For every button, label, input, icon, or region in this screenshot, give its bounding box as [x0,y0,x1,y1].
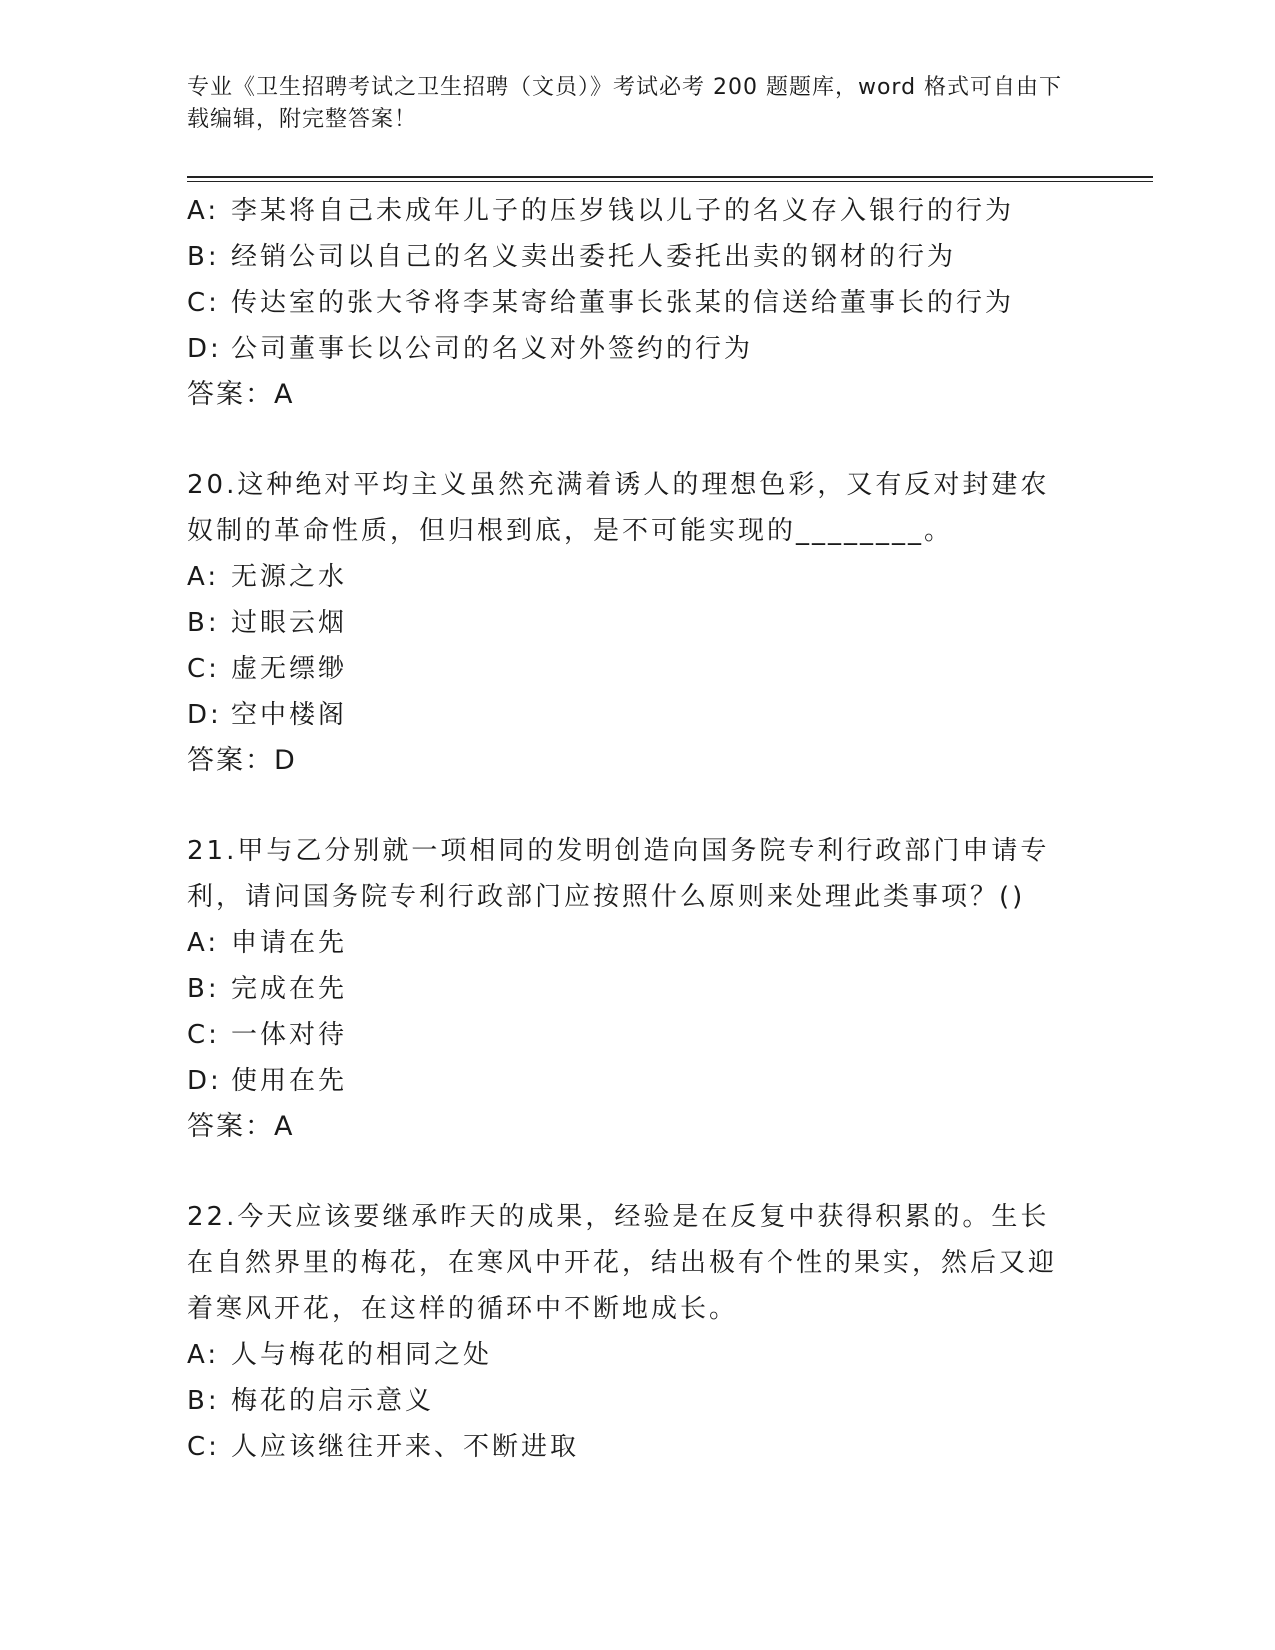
option-b [187,600,1087,646]
option-c [187,1012,1087,1058]
option-key: B: [187,242,220,272]
option-a [187,1332,1087,1378]
option-key: D: [187,1066,222,1096]
option-text: 一体对待 [231,1020,348,1050]
document-header: 专业《卫生招聘考试之卫生招聘（文员）》考试必考 200 题题库，word 格式可自由下载编辑，附完整答案！ [187,75,1063,132]
header-rule-thick [187,176,1153,178]
option-text: 人应该继往开来、不断进取 [231,1432,580,1462]
option-key: B: [187,1386,220,1416]
option-key: A: [187,1340,220,1370]
option-b [187,966,1087,1012]
option-key: B: [187,608,220,638]
option-text: 使用在先 [231,1066,348,1096]
option-text: 公司董事长以公司的名义对外签约的行为 [231,334,754,364]
option-key: A: [187,562,220,592]
option-c [187,280,1087,326]
answer: 答案：A [187,1111,295,1142]
question-20 [187,462,1087,784]
option-text: 梅花的启示意义 [231,1386,435,1416]
option-key: A: [187,928,220,958]
question-list [187,188,1087,1470]
option-text: 传达室的张大爷将李某寄给董事长张某的信送给董事长的行为 [231,288,1015,318]
option-key: D: [187,334,222,364]
option-key: C: [187,288,220,318]
option-key: C: [187,654,220,684]
option-key: C: [187,1432,220,1462]
question-19 [187,188,1087,418]
question-stem: 20.这种绝对平均主义虽然充满着诱人的理想色彩，又有反对封建农奴制的革命性质，但归根到底，是不可能实现的________。 [187,470,1050,546]
option-b [187,1378,1087,1424]
option-a [187,554,1087,600]
header-rule-thin [187,181,1153,182]
option-c [187,646,1087,692]
option-b [187,234,1087,280]
option-text: 虚无缥缈 [231,654,348,684]
option-d [187,1058,1087,1104]
option-text: 过眼云烟 [231,608,348,638]
option-text: 无源之水 [231,562,348,592]
question-stem: 21.甲与乙分别就一项相同的发明创造向国务院专利行政部门申请专利，请问国务院专利行政部门应按照什么原则来处理此类事项？() [187,836,1050,912]
question-stem: 22.今天应该要继承昨天的成果，经验是在反复中获得积累的。生长在自然界里的梅花，在寒风中开花，结出极有个性的果实，然后又迎着寒风开花，在这样的循环中不断地成长。 [187,1202,1058,1324]
option-d [187,326,1087,372]
option-text: 人与梅花的相同之处 [231,1340,493,1370]
option-c [187,1424,1087,1470]
answer: 答案：A [187,379,295,410]
question-22 [187,1194,1087,1470]
option-text: 完成在先 [231,974,348,1004]
option-key: C: [187,1020,220,1050]
answer: 答案：D [187,745,297,776]
option-key: D: [187,700,222,730]
option-text: 李某将自己未成年儿子的压岁钱以儿子的名义存入银行的行为 [231,196,1015,226]
option-text: 空中楼阁 [231,700,348,730]
option-key: B: [187,974,220,1004]
question-21 [187,828,1087,1150]
option-text: 经销公司以自己的名义卖出委托人委托出卖的钢材的行为 [231,242,957,272]
option-a [187,188,1087,234]
option-text: 申请在先 [231,928,348,958]
option-a [187,920,1087,966]
option-key: A: [187,196,220,226]
option-d [187,692,1087,738]
